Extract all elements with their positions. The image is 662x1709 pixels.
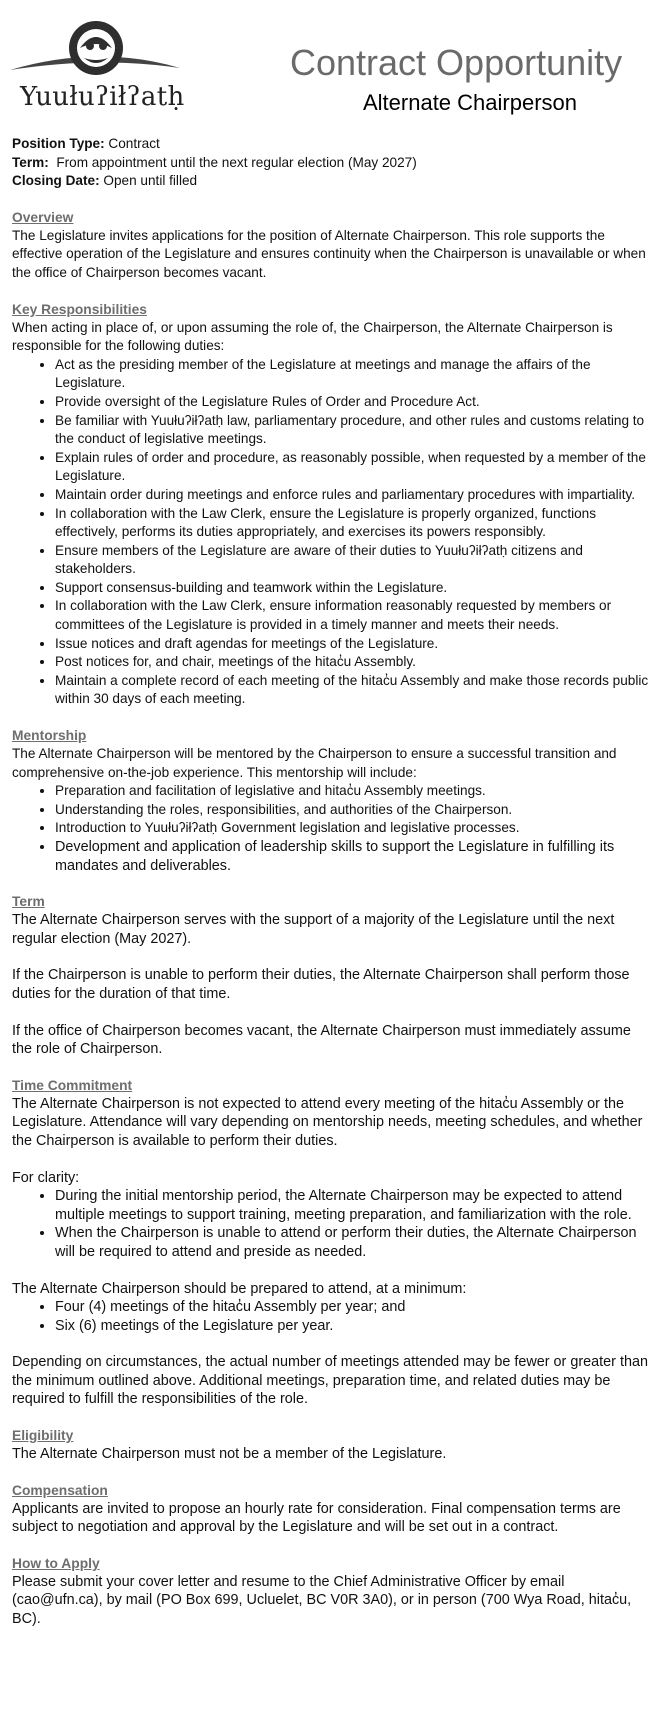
list-item: • Maintain a complete record of each meeting of the hitac̓u Assembly and make those records public within 30 days of each meeting. <box>55 672 652 709</box>
compensation-section <box>12 1482 652 1537</box>
compensation-text: Applicants are invited to propose an hourly rate for consideration. Final compensation terms are subject to negotiation and approval by the Legislature and will be set out in a contract. <box>12 1500 621 1536</box>
apply-text: Please submit your cover letter and resume to the Chief Administrative Officer by email (cao@ufn.ca), by mail (PO Box 699, Ucluelet, BC V0R 3A0), or in person (700 Wya Road, hitac̓u, BC). <box>12 1573 632 1628</box>
time-commitment-section <box>12 1077 652 1409</box>
list-item: • In collaboration with the Law Clerk, ensure the Legislature is properly organized, functions effectively, performs its duties appropriately, and exercises its powers responsibly. <box>55 505 652 542</box>
organization-logo <box>8 18 188 118</box>
section-heading: How to Apply <box>12 1555 100 1571</box>
list-item: • Act as the presiding member of the Legislature at meetings and manage the affairs of the Legislature. <box>55 356 652 393</box>
section-heading: Term <box>12 894 45 910</box>
list-item: • Development and application of leadership skills to support the Legislature in fulfilling its mandates and deliverables. <box>55 838 652 875</box>
closing-date: Closing Date: Open until filled <box>12 173 198 189</box>
eligibility-section <box>12 1427 652 1464</box>
list-item: • Issue notices and draft agendas for meetings of the Legislature. <box>55 635 652 654</box>
list-item: • Ensure members of the Legislature are aware of their duties to Yuułuʔiłʔatḥ citizens and stakeholders. <box>55 542 652 579</box>
list-item: • Four (4) meetings of the hitac̓u Assembly per year; and <box>55 1298 652 1317</box>
section-heading: Key Responsibilities <box>12 301 147 317</box>
term-line: Term: From appointment until the next regular election (May 2027) <box>12 154 417 170</box>
list-item: • When the Chairperson is unable to attend or perform their duties, the Alternate Chairperson will be required to attend and preside as needed. <box>55 1224 652 1261</box>
minimum-label: The Alternate Chairperson should be prepared to attend, at a minimum: <box>12 1280 467 1297</box>
apply-section <box>12 1555 652 1629</box>
position-type: Position Type: Contract <box>12 136 160 151</box>
list-item: • Explain rules of order and procedure, as reasonably possible, when requested by a member of the Legislature. <box>55 449 652 486</box>
responsibilities-section <box>12 301 652 709</box>
list-item: • Preparation and facilitation of legislative and hitac̓u Assembly meetings. <box>55 782 652 801</box>
list-item: • Six (6) meetings of the Legislature per year. <box>55 1317 652 1336</box>
section-heading: Mentorship <box>12 728 87 744</box>
time-commitment-paragraph: The Alternate Chairperson is not expected to attend every meeting of the hitac̓u Assembly or the Legislature. Attendance will vary depending on mentorship needs, meeting schedules, and whether the Chairperson is available to perform their duties. <box>12 1095 643 1149</box>
page-subtitle: Alternate Chairperson <box>362 90 577 115</box>
list-item: • Understanding the roles, responsibilities, and authorities of the Chairperson. <box>55 801 652 820</box>
section-heading: Compensation <box>12 1482 108 1498</box>
list-item: • Post notices for, and chair, meetings of the hitac̓u Assembly. <box>55 653 652 672</box>
clarity-label: For clarity: <box>12 1169 80 1186</box>
logo-emblem-icon <box>8 18 188 88</box>
list-item: • Support consensus-building and teamwork within the Legislature. <box>55 579 652 598</box>
term-section <box>12 893 652 1059</box>
overview-section <box>12 209 652 283</box>
mentorship-section <box>12 727 652 875</box>
mentorship-intro: The Alternate Chairperson will be mentored by the Chairperson to ensure a successful transition and comprehensive on-the-job experience. This mentorship will include: <box>12 746 617 780</box>
mentorship-list <box>12 782 652 875</box>
page-title: Contract Opportunity <box>290 42 623 83</box>
minimum-list <box>12 1298 652 1335</box>
list-item: • Be familiar with Yuułuʔiłʔatḥ law, parliamentary procedure, and other rules and customs relating to the conduct of legislative meetings. <box>55 412 652 449</box>
list-item: • During the initial mentorship period, the Alternate Chairperson may be expected to attend multiple meetings to support training, meeting preparation, and familiarization with the role. <box>55 1187 652 1224</box>
responsibilities-list <box>12 356 652 709</box>
overview-text: The Legislature invites applications for the position of Alternate Chairperson. This role supports the effective operation of the Legislature and ensures continuity when the Chairperson is unavailable or when the office of Chairperson becomes vacant. <box>12 227 646 280</box>
list-item: • In collaboration with the Law Clerk, ensure information reasonably requested by members or committees of the Legislature is provided in a timely manner and meets their needs. <box>55 597 652 634</box>
list-item: • Provide oversight of the Legislature Rules of Order and Procedure Act. <box>55 393 652 412</box>
time-commitment-paragraph: Depending on circumstances, the actual number of meetings attended may be fewer or greater than the minimum outlined above. Additional meetings, preparation time, and related duties may be required to fulfill the responsibilities of the role. <box>12 1354 648 1408</box>
section-heading: Eligibility <box>12 1428 74 1444</box>
section-heading: Overview <box>12 209 74 225</box>
eligibility-text: The Alternate Chairperson must not be a member of the Legislature. <box>12 1446 447 1463</box>
document-body <box>12 135 652 1629</box>
term-paragraph: If the office of Chairperson becomes vacant, the Alternate Chairperson must immediately assume the role of Chairperson. <box>12 1022 631 1058</box>
list-item: • Maintain order during meetings and enforce rules and parliamentary procedures with impartiality. <box>55 486 652 505</box>
list-item: • Introduction to Yuułuʔiłʔatḥ Government legislation and legislative processes. <box>55 819 652 838</box>
responsibilities-intro: When acting in place of, or upon assuming the role of, the Chairperson, the Alternate Chairperson is responsible for the following duties: <box>12 319 613 354</box>
term-paragraph: The Alternate Chairperson serves with the support of a majority of the Legislature until the next regular election (May 2027). <box>12 912 615 947</box>
term-paragraph: If the Chairperson is unable to perform their duties, the Alternate Chairperson shall perform those duties for the duration of that time. <box>12 967 630 1002</box>
logo-text: Yuułuʔiłʔatḥ <box>20 82 185 112</box>
section-heading: Time Commitment <box>12 1077 133 1093</box>
clarity-list <box>12 1187 652 1261</box>
